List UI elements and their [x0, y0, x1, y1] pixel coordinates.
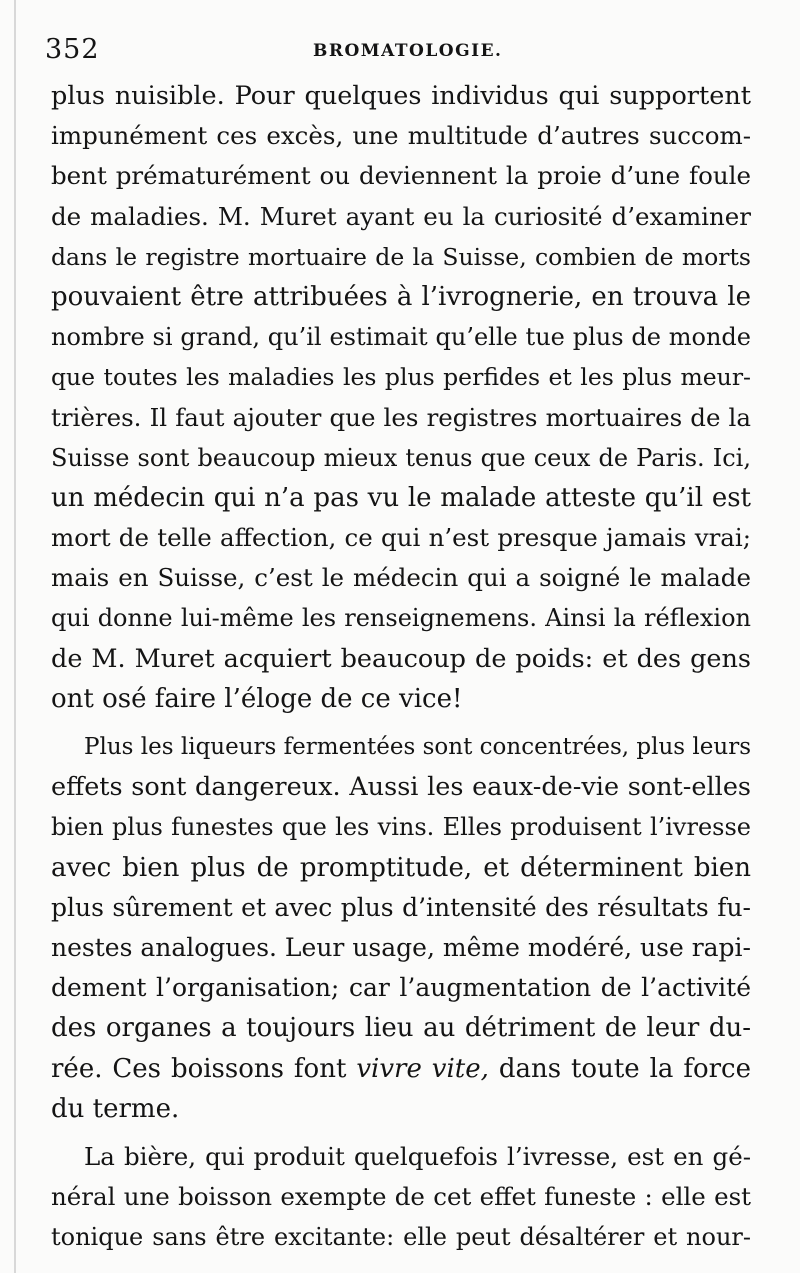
text-line: de maladies. M. Muret ayant eu la curiosité d’examiner: [51, 201, 751, 231]
text-line: tonique sans être excitante: elle peut désaltérer et nour-: [51, 1223, 751, 1252]
text-line: mais en Suisse, c’est le médecin qui a soigné le malade: [51, 563, 751, 593]
running-title: BROMATOLOGIE.: [313, 41, 503, 61]
text-line: Suisse sont beaucoup mieux tenus que ceux de Paris. Ici,: [51, 443, 751, 472]
text-line: pouvaient être attribuées à l’ivrognerie, en trouva le: [51, 281, 751, 312]
text-line: dans le registre mortuaire de la Suisse, combien de morts: [51, 242, 751, 271]
text-line: bien plus funestes que les vins. Elles produisent l’ivresse: [51, 813, 751, 842]
text-line: mort de telle affection, ce qui n’est presque jamais vrai;: [51, 523, 751, 553]
page-edge-shadow: [14, 0, 16, 1273]
body-text: [51, 76, 751, 1257]
text-line: nombre si grand, qu’il estimait qu’elle tue plus de monde: [51, 323, 751, 352]
text-line: plus nuisible. Pour quelques individus qui supportent: [51, 81, 751, 111]
text-line: ont osé faire l’éloge de ce vice!: [51, 683, 463, 714]
text-line: effets sont dangereux. Aussi les eaux-de-vie sont-elles: [51, 772, 751, 803]
text-line: La bière, qui produit quelquefois l’ivresse, est en gé-: [84, 1141, 751, 1171]
text-line-with-italic: [51, 1049, 751, 1089]
text-segment: rée. Ces boissons font: [51, 1053, 347, 1084]
text-line: trières. Il faut ajouter que les registres mortuaires de la: [51, 402, 751, 432]
text-line: du terme.: [51, 1093, 180, 1124]
paragraph-3: [51, 1137, 751, 1258]
text-line: bent prématurément ou deviennent la proie d’une foule: [51, 161, 751, 191]
text-line: qui donne lui-même les renseignemens. Ainsi la réflexion: [51, 604, 751, 633]
text-line: plus sûrement et avec plus d’intensité des résultats fu-: [51, 892, 751, 922]
paragraph-gap: [51, 1129, 751, 1137]
text-line: un médecin qui n’a pas vu le malade atteste qu’il est: [51, 482, 751, 513]
text-line: néral une boisson exempte de cet effet funeste : elle est: [51, 1182, 751, 1212]
text-line: Plus les liqueurs fermentées sont concentrées, plus leurs: [84, 734, 751, 760]
text-line: impunément ces excès, une multitude d’autres succom-: [51, 121, 751, 151]
text-segment: dans toute la force: [498, 1053, 751, 1084]
text-line: que toutes les maladies les plus perfides et les plus meur-: [51, 363, 751, 392]
paragraph-1: [51, 76, 751, 719]
text-line: des organes a toujours lieu au détriment de leur du-: [51, 1013, 751, 1044]
text-line: de M. Muret acquiert beaucoup de poids: et des gens: [51, 643, 751, 674]
italic-phrase: vivre vite,: [356, 1053, 489, 1084]
text-line: nestes analogues. Leur usage, même modéré, use rapi-: [51, 932, 751, 962]
paragraph-2: [51, 727, 751, 1129]
page-number: 352: [45, 34, 100, 65]
paragraph-gap: [51, 719, 751, 727]
text-line: avec bien plus de promptitude, et déterminent bien: [51, 852, 751, 883]
text-line: dement l’organisation; car l’augmentation de l’activité: [51, 973, 751, 1003]
